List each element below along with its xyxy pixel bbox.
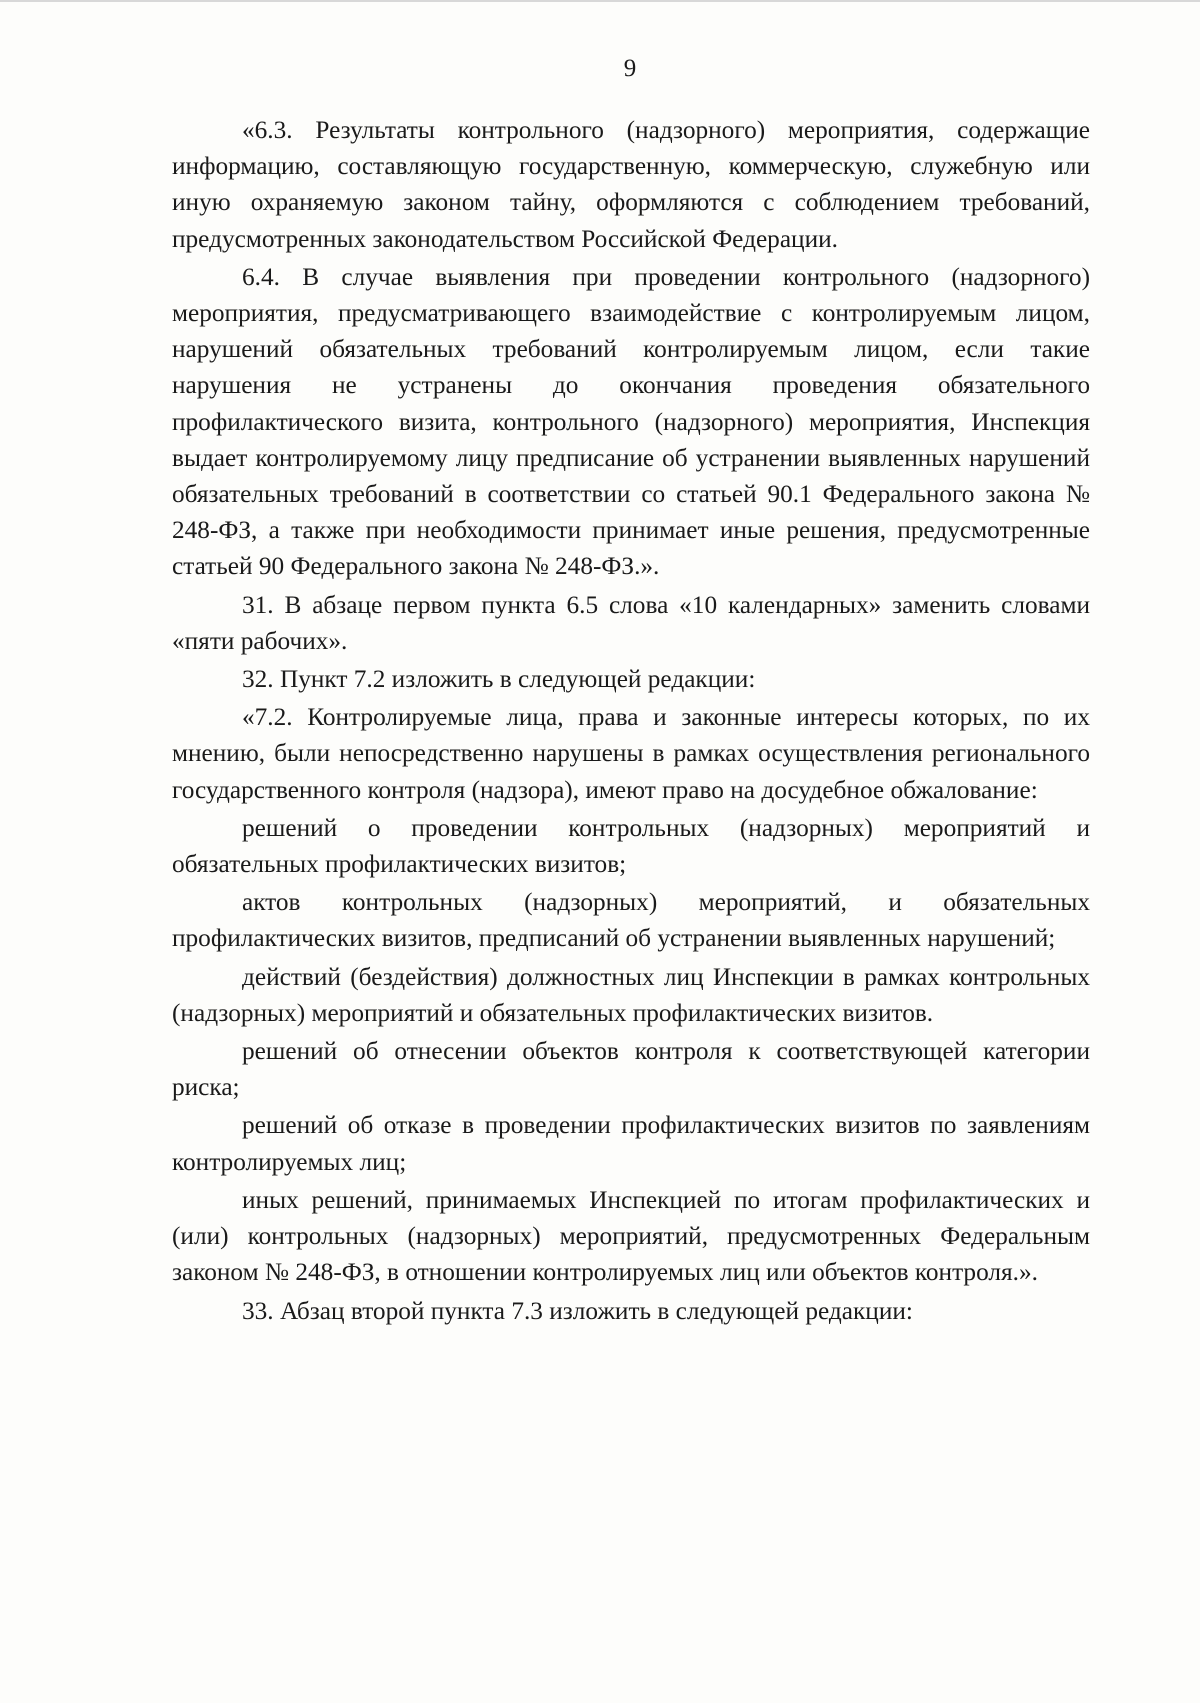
- list-item-other-decisions: иных решений, принимаемых Инспекцией по итогам профилактических и (или) контрольных (надзорных) мероприятий, предусмотренных Федеральным законом № 248-ФЗ, в отношении контролируемых лиц или объектов контроля.».: [172, 1185, 1090, 1287]
- list-item-risk-category: решений об отнесении объектов контроля к соответствующей категории риска;: [172, 1037, 1090, 1102]
- list-item-acts: актов контрольных (надзорных) мероприятий, и обязательных профилактических визитов, предписаний об устранении выявленных нарушений;: [172, 888, 1090, 953]
- list-item-actions-inaction: действий (бездействия) должностных лиц Инспекции в рамках контрольных (надзорных) мероприятий и обязательных профилактических визитов.: [172, 962, 1090, 1027]
- list-item-decisions-measures: решений о проведении контрольных (надзорных) мероприятий и обязательных профилактических визитов;: [172, 813, 1090, 879]
- page-number: 9: [623, 55, 637, 82]
- paragraph-item-32: 32. Пункт 7.2 изложить в следующей редакции:: [242, 665, 756, 694]
- paragraph-item-33: 33. Абзац второй пункта 7.3 изложить в следующей редакции:: [242, 1296, 913, 1325]
- paragraph-6-3: «6.3. Результаты контрольного (надзорного) мероприятия, содержащие информацию, составляющую государственную, коммерческую, служебную или иную охраняемую законом тайну, оформляются с соблюдением требований, предусмотренных законодательством Российской Федерации.: [172, 116, 1090, 253]
- page-top-edge: [0, 0, 1200, 2]
- list-item-refusal-visits: решений об отказе в проведении профилактических визитов по заявлениям контролируемых лиц;: [172, 1111, 1090, 1176]
- paragraph-6-4: 6.4. В случае выявления при проведении контрольного (надзорного) мероприятия, предусматривающего взаимодействие с контролируемым лицом, нарушений обязательных требований контролируемым лицом, если такие нарушения не устранены до окончания проведения обязательного профилактического визита, контрольного (надзорного) мероприятия, Инспекция выдает контролируемому лицу предписание об устранении выявленных нарушений обязательных требований в соответствии со статьей 90.1 Федерального закона № 248-ФЗ, а также при необходимости принимает иные решения, предусмотренные статьей 90 Федерального закона № 248-ФЗ.».: [172, 262, 1090, 581]
- paragraph-item-31: 31. В абзаце первом пункта 6.5 слова «10 календарных» заменить словами «пяти рабочих».: [172, 590, 1090, 655]
- paragraph-7-2: «7.2. Контролируемые лица, права и законные интересы которых, по их мнению, были непосредственно нарушены в рамках осуществления регионального государственного контроля (надзора), имеют право на досудебное обжалование:: [172, 703, 1090, 804]
- document-body: [172, 112, 1090, 1331]
